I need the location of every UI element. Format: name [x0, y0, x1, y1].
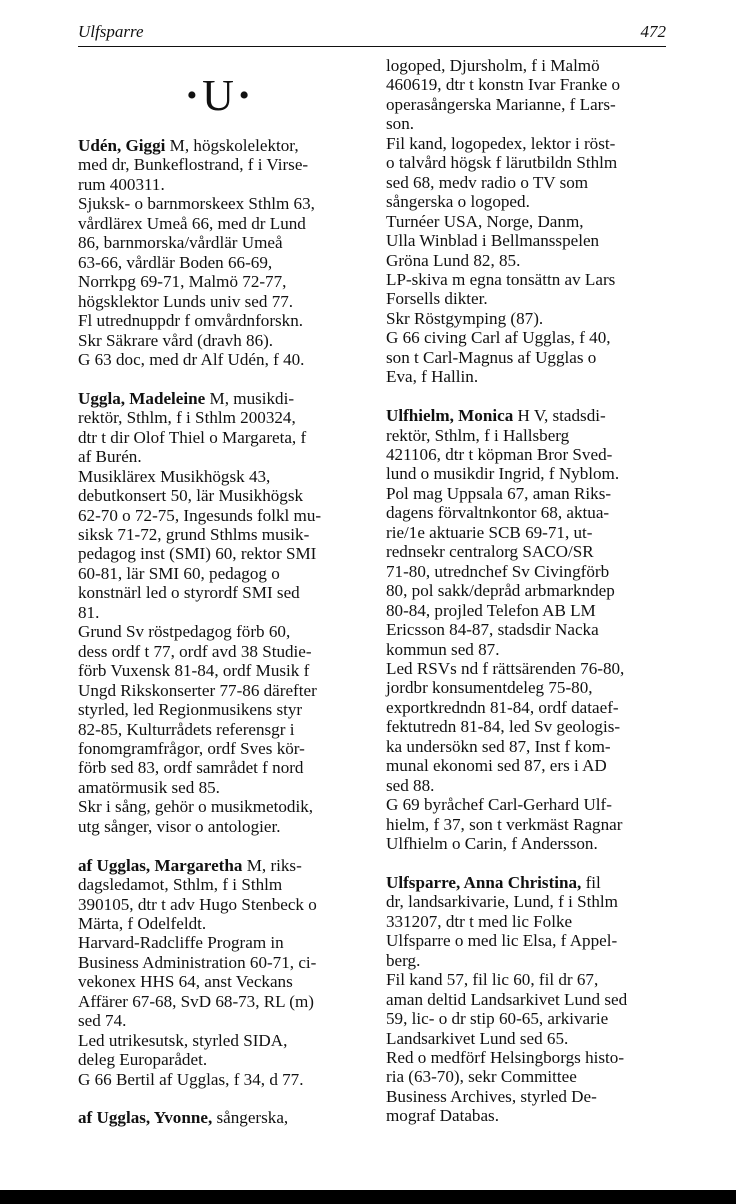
- entry-name: Udén, Giggi: [78, 136, 166, 155]
- entry-line: dtr t dir Olof Thiel o Margareta, f: [78, 427, 307, 447]
- biography-entry: [78, 1108, 358, 1127]
- running-head: Ulfsparre: [78, 22, 144, 41]
- heading-dot-icon: •: [186, 79, 198, 113]
- biography-entry: [386, 56, 666, 387]
- entry-line: styrled, led Regionmusikens styr: [78, 700, 303, 720]
- entry-line: Udén, Giggi M, högskolelektor,: [78, 136, 299, 155]
- scan-border: [0, 1190, 736, 1204]
- entry-line: mograf Databas.: [386, 1106, 499, 1126]
- entry-line: konstnärl led o styrordf SMI sed: [78, 583, 300, 603]
- entry-name: Ulfsparre, Anna Christina,: [386, 872, 582, 892]
- entry-line: operasångerska Marianne, f Lars-: [386, 94, 616, 114]
- entry-line: Red o medförf Helsingborgs histo-: [386, 1047, 625, 1067]
- entry-line: sångerska o logoped.: [386, 192, 530, 212]
- entry-line: LP-skiva m egna tonsättn av Lars: [386, 269, 616, 289]
- entry-line: Skr i sång, gehör o musikmetodik,: [78, 797, 314, 817]
- entry-line: siksk 71-72, grund Sthlms musik-: [78, 525, 310, 544]
- entry-line: Ungd Rikskonserter 77-86 därefter: [78, 680, 317, 700]
- entry-line: förb sed 83, ordf samrådet f nord: [78, 758, 304, 778]
- entry-line: ka undersökn sed 87, Inst f kom-: [386, 736, 611, 756]
- entry-line: Ulfsparre, Anna Christina, fil: [386, 872, 601, 892]
- entry-line: Sjuksk- o barnmorskeex Sthlm 63,: [78, 194, 315, 214]
- entry-line: Uggla, Madeleine M, musikdi-: [78, 388, 295, 408]
- entry-line: G 69 byråchef Carl-Gerhard Ulf-: [386, 795, 612, 815]
- entry-line: son t Carl-Magnus af Ugglas o: [386, 347, 597, 367]
- entry-line: deleg Europarådet.: [78, 1050, 208, 1070]
- entry-line: dr, landsarkivarie, Lund, f i Sthlm: [386, 892, 618, 912]
- letter-heading: [78, 56, 358, 136]
- entry-line: Norrkpg 69-71, Malmö 72-77,: [78, 272, 287, 292]
- entry-line: högsklektor Lunds univ sed 77.: [78, 291, 294, 311]
- entry-line: af Ugglas, Yvonne, sångerska,: [78, 1108, 289, 1128]
- entry-line: rum 400311.: [78, 174, 165, 194]
- entry-line: Business Archives, styrled De-: [386, 1086, 597, 1106]
- entry-line: rie/1e aktuarie SCB 69-71, ut-: [386, 522, 593, 542]
- entry-line: 60-81, lär SMI 60, pedagog o: [78, 563, 280, 583]
- entry-line: amatörmusik sed 85.: [78, 777, 220, 797]
- entry-line: Ericsson 84-87, stadsdir Nacka: [386, 620, 599, 640]
- entry-name: Ulfhielm, Monica: [386, 406, 514, 426]
- entry-line: Landsarkivet Lund sed 65.: [386, 1028, 569, 1048]
- entry-line: Eva, f Hallin.: [386, 367, 479, 387]
- entry-line: 81.: [78, 602, 100, 622]
- entry-line: dess ordf t 77, ordf avd 38 Studie-: [78, 641, 312, 661]
- entry-line: Turnéer USA, Norge, Danm,: [386, 211, 584, 231]
- entry-line: jordbr konsumentdeleg 75-80,: [386, 678, 593, 698]
- entry-line: ria (63-70), sekr Committee: [386, 1067, 577, 1087]
- entry-line: Ulfhielm o Carin, f Andersson.: [386, 834, 598, 854]
- entry-line: Forsells dikter.: [386, 289, 488, 309]
- entry-line: af Burén.: [78, 447, 142, 467]
- entry-line: Grund Sv röstpedagog förb 60,: [78, 622, 291, 642]
- entry-line: exportkredndn 81-84, ordf dataef-: [386, 697, 619, 717]
- entry-line: 421106, dtr t köpman Bror Sved-: [386, 445, 613, 464]
- entry-line: utg sånger, visor o antologier.: [78, 816, 281, 836]
- heading-dot-icon: •: [238, 79, 250, 113]
- entry-line: hielm, f 37, son t verkmäst Ragnar: [386, 814, 623, 834]
- entry-line: vårdlärex Umeå 66, med dr Lund: [78, 213, 306, 233]
- entry-line: aman deltid Landsarkivet Lund sed: [386, 989, 628, 1009]
- entry-line: munal ekonomi sed 87, ers i AD: [386, 756, 607, 776]
- entry-line: Fl utrednuppdr f omvårdnforskn.: [78, 311, 304, 331]
- entry-line: pedagog inst (SMI) 60, rektor SMI: [78, 544, 317, 564]
- entry-line: 82-85, Kulturrådets referensgr i: [78, 719, 295, 739]
- entry-line: 331207, dtr t med lic Folke: [386, 911, 573, 931]
- entry-line: Led RSVs nd f rättsärenden 76-80,: [386, 658, 625, 678]
- entry-line: Ulfsparre o med lic Elsa, f Appel-: [386, 931, 618, 951]
- biography-entry: [78, 856, 358, 1089]
- biography-entry: [78, 389, 358, 836]
- entry-line: Ulfhielm, Monica H V, stadsdi-: [386, 406, 606, 426]
- entry-line: Affärer 67-68, SvD 68-73, RL (m): [78, 991, 314, 1011]
- entry-line: rektör, Sthlm, f i Sthlm 200324,: [78, 408, 296, 428]
- entry-line: logoped, Djursholm, f i Malmö: [386, 56, 600, 75]
- entry-line: G 66 civing Carl af Ugglas, f 40,: [386, 328, 611, 348]
- entry-line: förb Vuxensk 81-84, ordf Musik f: [78, 661, 310, 681]
- entry-line: G 63 doc, med dr Alf Udén, f 40.: [78, 349, 305, 369]
- entry-line: dagens förvaltnkontor 68, aktua-: [386, 503, 610, 523]
- entry-line: Skr Röstgymping (87).: [386, 308, 544, 328]
- entry-line: rednsekr centralorg SACO/SR: [386, 542, 594, 562]
- entry-line: Pol mag Uppsala 67, aman Riks-: [386, 483, 612, 503]
- entry-line: af Ugglas, Margaretha M, riks-: [78, 855, 302, 875]
- entry-name: af Ugglas, Margaretha: [78, 855, 243, 875]
- entry-line: med dr, Bunkeflostrand, f i Virse-: [78, 155, 309, 175]
- entry-line: sed 88.: [386, 775, 435, 795]
- entry-line: 460619, dtr t konstn Ivar Franke o: [386, 75, 621, 95]
- entry-line: 86, barnmorska/vårdlär Umeå: [78, 233, 283, 253]
- entry-line: Fil kand, logopedex, lektor i röst-: [386, 133, 616, 153]
- entry-line: fektutredn 81-84, led Sv geologis-: [386, 717, 621, 737]
- page-number: 472: [640, 22, 666, 41]
- entry-line: Musiklärex Musikhögsk 43,: [78, 466, 271, 486]
- entry-line: G 66 Bertil af Ugglas, f 34, d 77.: [78, 1069, 304, 1089]
- biography-entry: [78, 136, 358, 369]
- entry-line: Ulla Winblad i Bellmansspelen: [386, 231, 600, 251]
- entry-line: rektör, Sthlm, f i Hallsberg: [386, 425, 570, 445]
- entry-name: af Ugglas, Yvonne,: [78, 1108, 213, 1128]
- entry-line: kommun sed 87.: [386, 639, 500, 659]
- entry-line: Fil kand 57, fil lic 60, fil dr 67,: [386, 970, 599, 990]
- entry-line: vekonex HHS 64, anst Veckans: [78, 972, 293, 992]
- entry-line: son.: [386, 114, 415, 134]
- entry-line: sed 68, medv radio o TV som: [386, 172, 589, 192]
- biography-entry: [386, 406, 666, 853]
- entry-line: 80-84, projled Telefon AB LM: [386, 600, 596, 620]
- entry-line: 62-70 o 72-75, Ingesunds folkl mu-: [78, 505, 322, 525]
- entry-line: 390105, dtr t adv Hugo Stenbeck o: [78, 894, 317, 914]
- entry-line: Business Administration 60-71, ci-: [78, 952, 317, 972]
- entry-line: Märta, f Odelfeldt.: [78, 914, 207, 933]
- section-letter: U: [202, 71, 234, 121]
- right-column: [386, 56, 666, 1145]
- entry-line: berg.: [386, 950, 421, 970]
- entry-line: 80, pol sakk/depråd arbmarkndep: [386, 581, 615, 601]
- biography-entry: [386, 873, 666, 1126]
- entry-line: lund o musikdir Ingrid, f Nyblom.: [386, 464, 620, 484]
- entry-name: Uggla, Madeleine: [78, 388, 206, 408]
- entry-line: dagsledamot, Sthlm, f i Sthlm: [78, 875, 283, 895]
- entry-line: debutkonsert 50, lär Musikhögsk: [78, 486, 304, 506]
- page-header: [78, 20, 666, 47]
- entry-line: 59, lic- o dr stip 60-65, arkivarie: [386, 1009, 609, 1029]
- entry-line: Gröna Lund 82, 85.: [386, 250, 521, 270]
- left-column: [78, 56, 358, 1147]
- entry-line: o talvård högsk f lärutbildn Sthlm: [386, 153, 618, 173]
- entry-line: fonomgramfrågor, ordf Sves kör-: [78, 738, 305, 758]
- entry-line: Skr Säkrare vård (dravh 86).: [78, 330, 274, 350]
- entry-line: Harvard-Radcliffe Program in: [78, 933, 284, 953]
- entry-line: sed 74.: [78, 1011, 127, 1031]
- entry-line: Led utrikesutsk, styrled SIDA,: [78, 1030, 288, 1050]
- entry-line: 63-66, vårdlär Boden 66-69,: [78, 252, 273, 272]
- entry-line: 71-80, utrednchef Sv Civingförb: [386, 561, 610, 581]
